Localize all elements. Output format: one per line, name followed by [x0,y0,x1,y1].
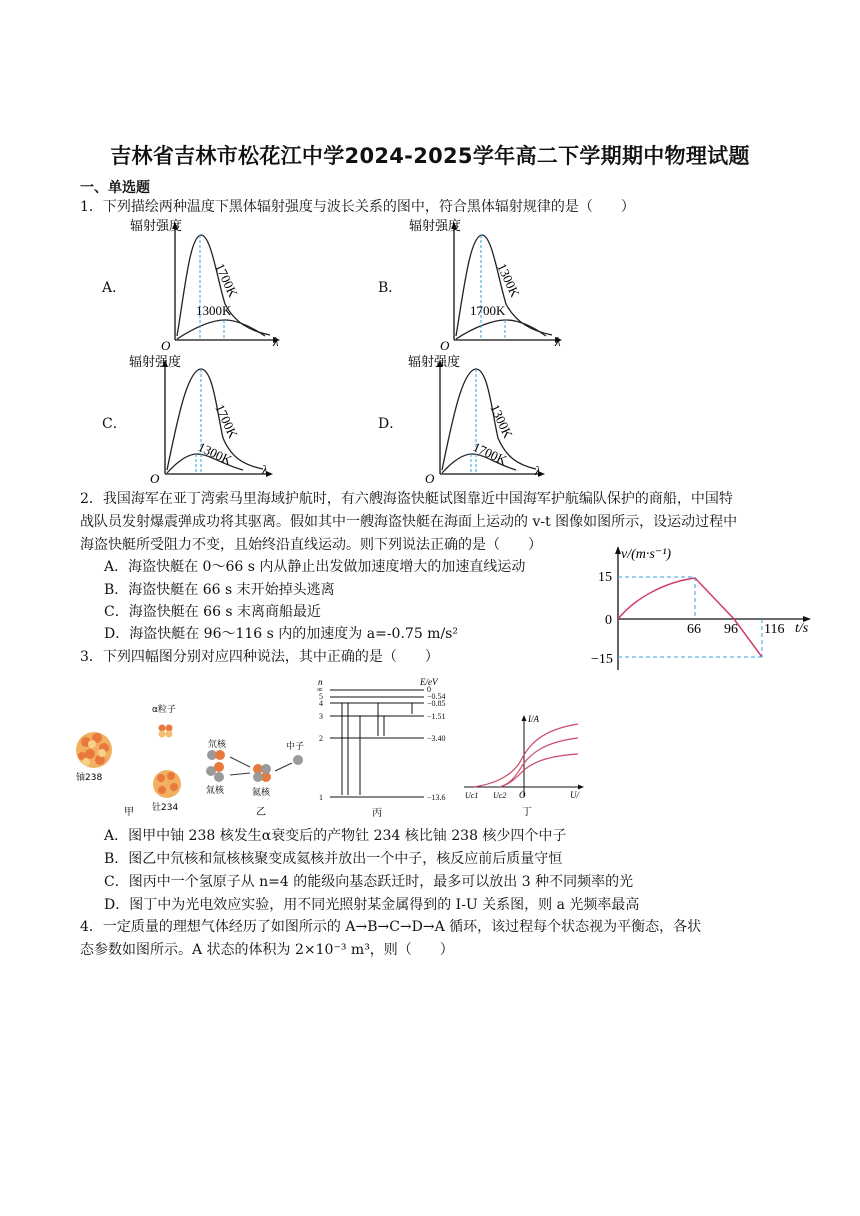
q3-fig-bing [312,676,462,821]
q2-xlabel: t/s [795,621,809,636]
q1-graph-d [404,352,564,487]
q2-xtick-66: 66 [687,622,701,637]
q1-d-yaxis-label: 辐射强度 [408,355,461,370]
q3-bing-e-inf: 0 [427,685,431,694]
q3-bing-caption: 丙 [372,808,382,819]
q1-a-xaxis-label: λ [273,334,279,349]
q3-yi-triton-label: 氚核 [206,786,225,796]
q1-d-xaxis-label: λ [535,463,541,478]
q1-c-xaxis-label: λ [262,462,268,477]
q1-d-origin: O [425,471,435,486]
q3-yi-deuteron-label: 氘核 [208,740,227,750]
q1-stem: 1．下列描绘两种温度下黑体辐射强度与波长关系的图中，符合黑体辐射规律的是（ ） [80,199,635,215]
q1-b-bottom-curve-label: 1700K [470,303,506,318]
q1-option-a-label: A． [102,280,127,296]
page-title: 吉林省吉林市松花江中学2024-2025学年高二下学期期中物理试题 [110,144,750,168]
q3-fig-yi [200,735,320,820]
q1-graph-a [125,218,285,353]
q1-c-bottom-curve-label: 1300K [195,439,235,468]
q1-graph-c [125,352,285,487]
q1-a-bottom-curve-label: 1300K [196,303,232,318]
q3-bing-e-1: −13.6 [427,793,446,802]
q1-d-top-curve-label: 1300K [487,401,516,441]
q1-graph-b [404,218,569,353]
q3-jia-u238-label: 铀238 [76,773,103,783]
q1-a-yaxis-label: 辐射强度 [130,219,183,234]
q2-option-c: C．海盗快艇在 66 s 末离商船最近 [104,604,322,620]
q1-option-b-label: B． [378,280,403,296]
q2-vt-graph [585,540,820,675]
q1-b-top-curve-label: 1300K [494,260,523,300]
q3-bing-n-label: n [318,677,323,687]
q1-option-c-label: C． [102,416,127,432]
q1-b-origin: O [440,338,450,353]
q3-jia-caption: 甲 [124,807,134,818]
q2-ylabel: v/(m·s⁻¹) [621,547,672,562]
q2-ytick-neg15: −15 [591,652,613,667]
q3-bing-e-label: E/eV [420,677,438,687]
q3-jia-th234-label: 钍234 [152,803,179,813]
q4-stem-line-2: 态参数如图所示。A 状态的体积为 2×10⁻³ m³，则（ ） [80,942,454,958]
q3-ding-xlabel: U/ [570,790,579,800]
q3-ding-uc2: Uc2 [493,791,507,800]
q3-bing-n-2: 2 [319,734,323,743]
q3-bing-e-3: −1.51 [427,712,446,721]
q1-d-bottom-curve-label: 1700K [470,439,510,468]
q3-option-d: D．图丁中为光电效应实验，用不同光照射某金属得到的 I-U 关系图，则 a 光频率最高 [104,897,640,913]
q3-ding-ylabel: I/A [528,714,539,724]
q3-bing-n-inf: ∞ [317,685,323,694]
q1-a-origin: O [161,338,171,353]
q3-bing-e-4: −0.85 [427,699,446,708]
q1-c-origin: O [150,471,160,486]
section-heading: 一、单选题 [80,180,150,196]
q3-bing-n-4: 4 [319,699,323,708]
q3-option-a: A．图甲中铀 238 核发生α衰变后的产物钍 234 核比铀 238 核少四个中子 [104,828,567,844]
q3-bing-n-5: 5 [319,692,323,701]
q2-option-b: B．海盗快艇在 66 s 末开始掉头逃离 [104,582,335,598]
q3-jia-alpha-label: α粒子 [152,705,176,715]
q2-xtick-96: 96 [724,622,738,637]
q2-stem-line-2: 战队员发射爆震弹成功将其驱离。假如其中一艘海盗快艇在海面上运动的 v-t 图像如图所示，设运动过程中 [80,514,738,530]
q3-option-b: B．图乙中氘核和氚核核聚变成氦核并放出一个中子，核反应前后质量守恒 [104,851,563,867]
q1-c-top-curve-label: 1700K [212,401,241,441]
q3-yi-neutron-label: 中子 [286,742,305,752]
q2-option-a: A．海盗快艇在 0～66 s 内从静止出发做加速度增大的加速直线运动 [104,559,526,575]
q3-yi-helium-label: 氦核 [252,788,271,798]
q3-yi-caption: 乙 [256,807,266,818]
q1-c-yaxis-label: 辐射强度 [129,355,182,370]
q2-xtick-116: 116 [764,622,785,637]
q2-ytick-0: 0 [605,613,612,628]
q3-ding-caption: 丁 [522,807,532,818]
q3-bing-n-1: 1 [319,793,323,802]
q3-ding-origin: O [519,790,526,800]
q3-option-c: C．图丙中一个氢原子从 n=4 的能级向基态跃迁时，最多可以放出 3 种不同频率的光 [104,874,634,890]
q3-ding-uc1: Uc1 [465,791,479,800]
q3-bing-e-5: −0.54 [427,692,446,701]
q2-stem-line-3: 海盗快艇所受阻力不变，且始终沿直线运动。则下列说法正确的是（ ） [80,537,542,553]
q2-ytick-15: 15 [598,570,612,585]
q1-b-xaxis-label: λ [555,334,561,349]
q1-a-top-curve-label: 1700K [212,260,241,300]
q3-stem: 3．下列四幅图分别对应四种说法，其中正确的是（ ） [80,649,439,665]
q3-bing-e-2: −3.40 [427,734,446,743]
q2-stem-line-1: 2．我国海军在亚丁湾索马里海域护航时，有六艘海盗快艇试图靠近中国海军护航编队保护的商船，中国特 [80,491,733,507]
q3-bing-n-3: 3 [319,712,323,721]
q2-option-d: D．海盗快艇在 96～116 s 内的加速度为 a=-0.75 m/s² [104,626,458,642]
q4-stem-line-1: 4．一定质量的理想气体经历了如图所示的 A→B→C→D→A 循环，该过程每个状态视为平衡态，各状 [80,919,702,935]
q1-b-yaxis-label: 辐射强度 [409,219,462,234]
q3-fig-jia [72,700,192,820]
q3-fig-ding [462,712,587,822]
q1-option-d-label: D． [378,416,404,432]
